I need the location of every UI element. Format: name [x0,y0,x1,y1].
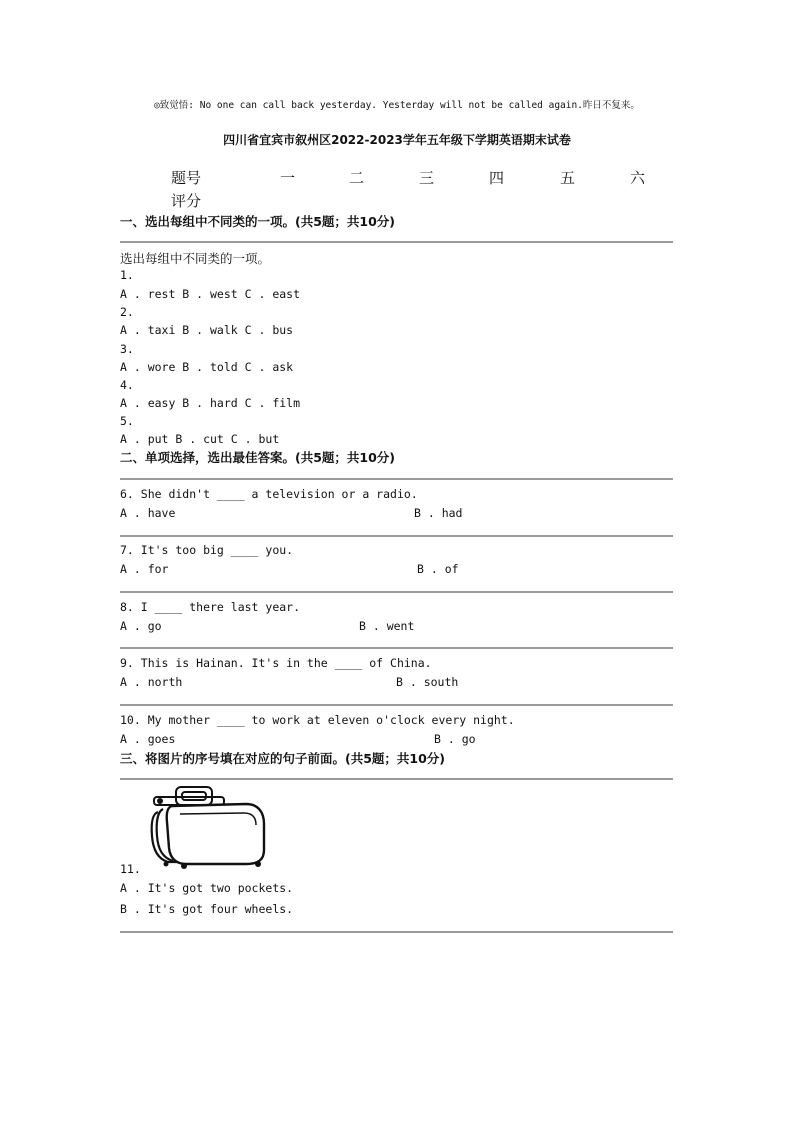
question-divider [120,591,673,593]
option-b: B . It's got four wheels. [120,902,294,916]
score-col-1: 一 [280,169,296,187]
exam-title: 四川省宜宾市叙州区2022-2023学年五年级下学期英语期末试卷 [223,133,571,147]
suitcase-icon [146,784,270,870]
option-b: B . of [417,562,459,576]
question-number: 11. [120,862,141,876]
option-a: A . go [120,619,162,633]
score-col-6: 六 [630,169,646,187]
option-a: A . have [120,506,176,520]
motto: ◎致觉悟: No one can call back yesterday. Yesterday will not be called again.昨日不复来。 [154,100,640,111]
question-stem: 9. This is Hainan. It's in the ____ of China. [120,656,432,670]
option-b: B . went [359,619,415,633]
question-options: A . easy B . hard C . film [120,396,301,410]
option-b: B . go [434,732,476,746]
section-divider [120,778,673,780]
question-number: 4. [120,378,134,392]
option-b: B . had [414,506,463,520]
question-divider [120,647,673,649]
question-options: A . taxi B . walk C . bus [120,323,294,337]
question-divider [120,704,673,706]
option-a: A . goes [120,732,176,746]
question-stem: 6. She didn't ____ a television or a radio. [120,487,418,501]
section2-heading: 二、单项选择，选出最佳答案。(共5题；共10分) [120,450,396,465]
question-options: A . put B . cut C . but [120,432,280,446]
option-a: A . north [120,675,183,689]
score-col-5: 五 [560,169,576,187]
question-number: 2. [120,305,134,319]
score-row-label-number: 题号 [171,169,202,187]
option-a: A . It's got two pockets. [120,881,294,895]
question-stem: 10. My mother ____ to work at eleven o'clock every night. [120,713,515,727]
question-stem: 7. It's too big ____ you. [120,543,294,557]
question-stem: 8. I ____ there last year. [120,600,301,614]
section-divider [120,478,673,480]
question-number: 5. [120,414,134,428]
question-number: 1. [120,268,134,282]
question-number: 3. [120,342,134,356]
question-divider [120,931,673,933]
score-col-4: 四 [489,169,505,187]
option-b: B . south [396,675,459,689]
score-col-3: 三 [419,169,435,187]
section1-instruction: 选出每组中不同类的一项。 [120,251,271,266]
question-options: A . rest B . west C . east [120,287,301,301]
question-options: A . wore B . told C . ask [120,360,294,374]
score-col-2: 二 [349,169,365,187]
option-a: A . for [120,562,169,576]
section1-heading: 一、选出每组中不同类的一项。(共5题；共10分) [120,214,396,229]
section-divider [120,241,673,243]
section3-heading: 三、将图片的序号填在对应的句子前面。(共5题；共10分) [120,751,446,766]
question-divider [120,535,673,537]
score-row-label-score: 评分 [171,192,202,210]
